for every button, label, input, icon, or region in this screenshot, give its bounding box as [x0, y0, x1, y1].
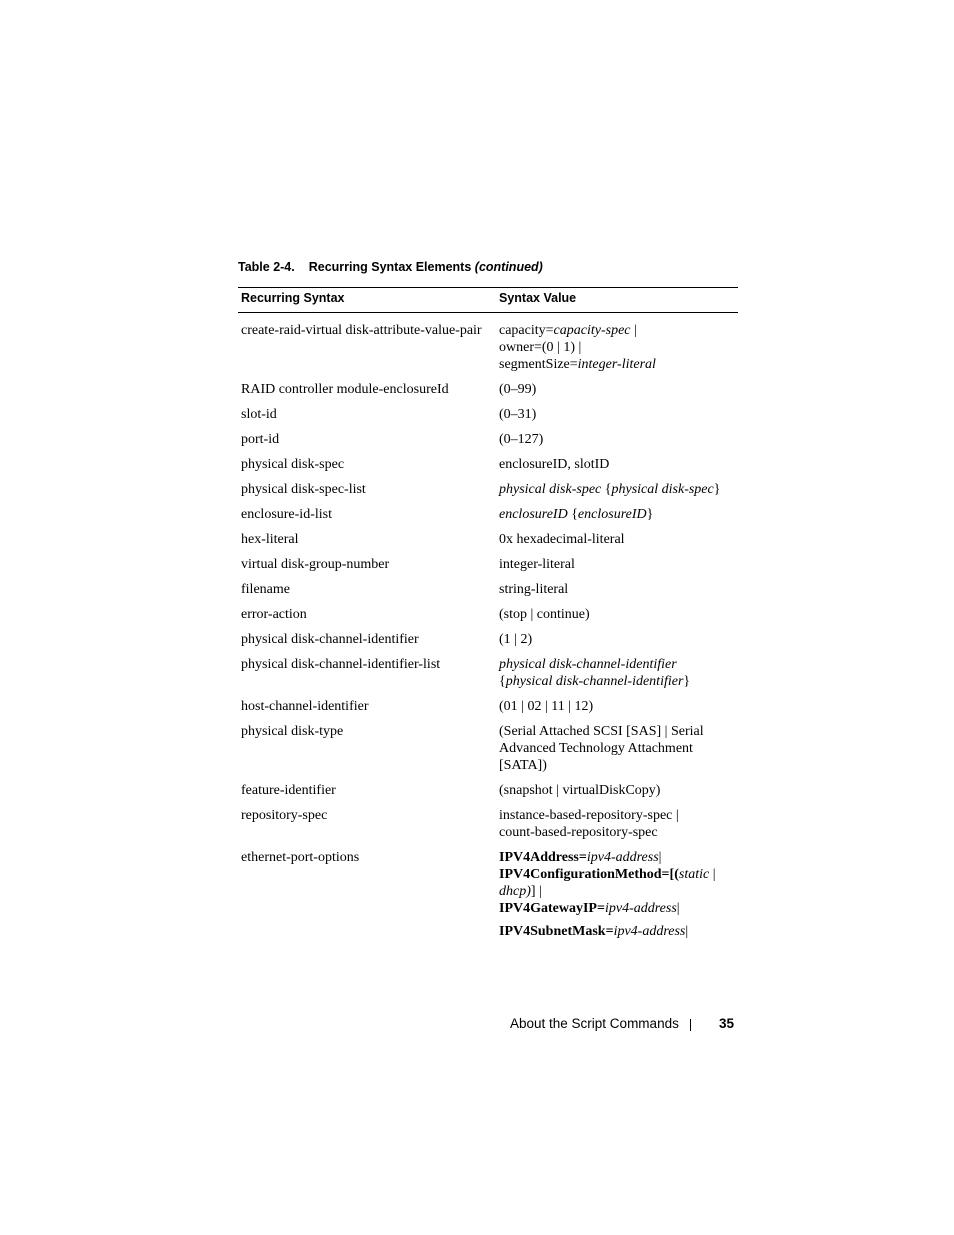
value-segment: string-literal — [499, 582, 569, 597]
table-row — [238, 556, 738, 573]
footer-separator — [690, 1019, 691, 1031]
row-syntax-name: slot-id — [241, 407, 277, 422]
row-syntax-name: physical disk-type — [241, 724, 344, 739]
value-segment: enclosureID, slotID — [499, 457, 610, 472]
value-segment: Advanced Technology Attachment — [499, 741, 693, 756]
row-syntax-name: virtual disk-group-number — [241, 557, 390, 572]
row-syntax-value — [499, 406, 735, 423]
value-segment: IPV4ConfigurationMethod=[( — [499, 867, 679, 882]
row-syntax-value — [499, 431, 735, 448]
row-syntax-value — [499, 481, 735, 498]
value-segment: { — [499, 674, 506, 689]
header-recurring-syntax: Recurring Syntax — [241, 291, 345, 305]
value-italic-segment: physical disk-spec — [499, 482, 602, 497]
header-syntax-value: Syntax Value — [499, 291, 577, 305]
value-line — [499, 824, 735, 841]
table-body — [238, 313, 738, 940]
table-caption — [238, 260, 543, 274]
value-line — [499, 322, 735, 339]
row-syntax-name: host-channel-identifier — [241, 699, 369, 714]
value-segment: IPV4SubnetMask= — [499, 924, 614, 939]
value-segment: [SATA]) — [499, 758, 547, 773]
table-row — [238, 431, 738, 448]
value-line — [499, 698, 735, 715]
footer-section-title: About the Script Commands — [510, 1016, 679, 1031]
value-segment: | — [676, 901, 680, 916]
row-syntax-name: physical disk-channel-identifier — [241, 632, 419, 647]
value-italic-segment: enclosureID — [577, 507, 647, 522]
value-italic-segment: static — [678, 867, 710, 882]
value-segment: } — [646, 507, 654, 522]
value-line — [499, 923, 735, 940]
table-row — [238, 481, 738, 498]
page-number: 35 — [719, 1016, 735, 1031]
row-syntax-name: physical disk-spec-list — [241, 482, 366, 497]
value-italic-segment: ipv4-address — [613, 924, 686, 939]
row-syntax-value — [499, 381, 735, 398]
value-line — [499, 883, 735, 900]
value-italic-segment: physical disk-channel-identifier — [499, 657, 677, 672]
row-syntax-value — [499, 506, 735, 523]
value-segment: ] | — [530, 884, 542, 899]
table-row — [238, 581, 738, 598]
table-row — [238, 807, 738, 841]
value-line — [499, 673, 735, 690]
value-italic-segment: physical disk-channel-identifier — [505, 674, 684, 689]
value-segment: 0x hexadecimal-literal — [499, 532, 625, 547]
value-segment: (1 | 2) — [499, 632, 533, 647]
value-line — [499, 631, 735, 648]
row-syntax-value — [499, 606, 735, 623]
value-line — [499, 581, 735, 598]
row-syntax-name: physical disk-spec — [241, 457, 345, 472]
table-row — [238, 406, 738, 423]
table-row — [238, 631, 738, 648]
value-line — [499, 481, 735, 498]
row-syntax-value — [499, 807, 735, 841]
row-syntax-value — [499, 556, 735, 573]
row-syntax-name: error-action — [241, 607, 307, 622]
value-line — [499, 656, 735, 673]
value-segment: (snapshot | virtualDiskCopy) — [499, 783, 661, 798]
row-syntax-value — [499, 849, 735, 940]
value-segment: integer-literal — [499, 557, 575, 572]
value-segment: IPV4GatewayIP= — [499, 901, 605, 916]
row-syntax-name: filename — [241, 582, 290, 597]
value-line — [499, 866, 735, 883]
row-syntax-name: ethernet-port-options — [241, 850, 360, 865]
value-line — [499, 406, 735, 423]
row-syntax-value — [499, 322, 735, 373]
table-row — [238, 456, 738, 473]
row-syntax-name: RAID controller module-enclosureId — [241, 382, 449, 397]
row-syntax-value — [499, 531, 735, 548]
table-row — [238, 698, 738, 715]
value-line — [499, 456, 735, 473]
value-segment: } — [683, 674, 691, 689]
value-italic-segment: ipv4-address — [586, 850, 659, 865]
value-segment: } — [713, 482, 721, 497]
row-syntax-value — [499, 782, 735, 799]
value-line — [499, 782, 735, 799]
value-segment: count-based-repository-spec — [499, 825, 658, 840]
row-syntax-value — [499, 456, 735, 473]
value-line — [499, 757, 735, 774]
value-segment: { — [601, 482, 612, 497]
value-italic-segment: dhcp) — [499, 884, 531, 899]
value-line — [499, 556, 735, 573]
row-syntax-value — [499, 656, 735, 690]
row-syntax-name: port-id — [241, 432, 280, 447]
value-italic-segment: ipv4-address — [604, 901, 677, 916]
row-syntax-name: create-raid-virtual disk-attribute-value-pair — [241, 323, 482, 338]
value-line — [499, 506, 735, 523]
value-line — [499, 740, 735, 757]
caption-label: Table 2-4. — [238, 260, 295, 274]
value-segment: owner=(0 | 1) | — [499, 340, 582, 355]
value-segment: segmentSize= — [499, 357, 578, 372]
value-line — [499, 723, 735, 740]
value-italic-segment: physical disk-spec — [611, 482, 714, 497]
row-syntax-value — [499, 698, 735, 715]
table-row — [238, 849, 738, 940]
syntax-table — [238, 287, 738, 940]
value-line — [499, 381, 735, 398]
value-italic-segment: enclosureID — [499, 507, 568, 522]
table-row — [238, 723, 738, 774]
value-segment: | — [630, 323, 637, 338]
value-segment: { — [567, 507, 578, 522]
value-segment: | — [685, 924, 689, 939]
value-line — [499, 339, 735, 356]
value-line — [499, 807, 735, 824]
value-segment: (Serial Attached SCSI [SAS] | Serial — [499, 724, 704, 739]
table-row — [238, 606, 738, 623]
caption-continued: (continued) — [474, 260, 543, 274]
value-segment: (stop | continue) — [499, 607, 590, 622]
value-line — [499, 431, 735, 448]
value-segment: (0–127) — [499, 432, 544, 447]
value-segment: | — [658, 850, 662, 865]
value-line — [499, 849, 735, 866]
value-segment: instance-based-repository-spec | — [499, 808, 679, 823]
table-row — [238, 782, 738, 799]
value-segment: (0–31) — [499, 407, 537, 422]
row-syntax-name: repository-spec — [241, 808, 328, 823]
value-line — [499, 531, 735, 548]
row-syntax-value — [499, 723, 735, 774]
value-segment: | — [709, 867, 716, 882]
row-syntax-name: hex-literal — [241, 532, 299, 547]
value-italic-segment: integer-literal — [577, 357, 656, 372]
row-syntax-name: enclosure-id-list — [241, 507, 332, 522]
value-segment: (01 | 02 | 11 | 12) — [499, 699, 594, 714]
value-line — [499, 356, 735, 373]
value-line — [499, 900, 735, 917]
table-row — [238, 531, 738, 548]
value-segment: capacity= — [499, 323, 554, 338]
row-syntax-name: physical disk-channel-identifier-list — [241, 657, 441, 672]
row-syntax-value — [499, 581, 735, 598]
value-line — [499, 606, 735, 623]
value-segment: (0–99) — [499, 382, 537, 397]
table-row — [238, 656, 738, 690]
table-row — [238, 381, 738, 398]
row-syntax-name: feature-identifier — [241, 783, 336, 798]
table-row — [238, 322, 738, 373]
caption-title: Recurring Syntax Elements — [308, 260, 472, 274]
value-segment: IPV4Address= — [499, 850, 587, 865]
table-header — [238, 287, 738, 313]
row-syntax-value — [499, 631, 735, 648]
value-italic-segment: capacity-spec — [553, 323, 631, 338]
table-row — [238, 506, 738, 523]
